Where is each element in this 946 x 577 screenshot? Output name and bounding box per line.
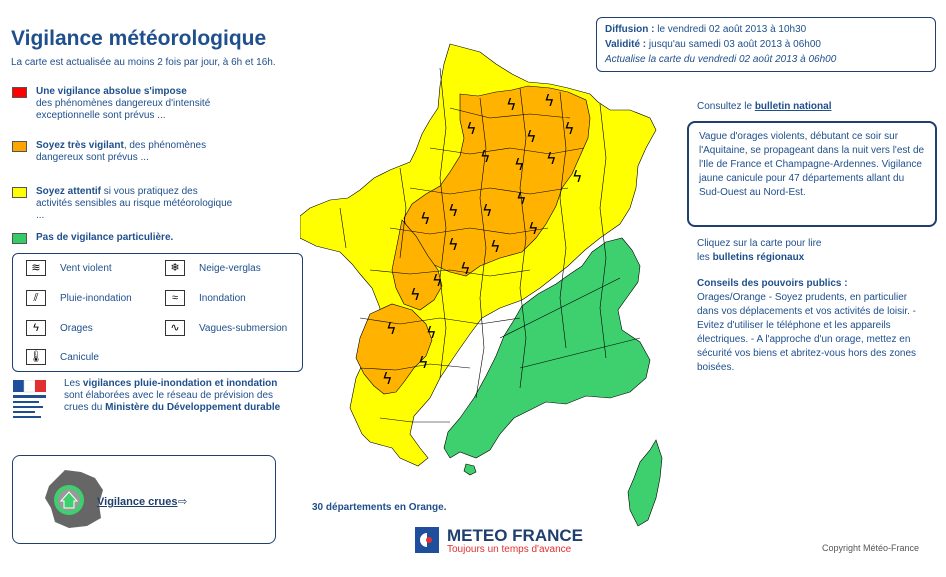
lightning-icon: ϟ <box>564 119 575 138</box>
green-swatch <box>12 233 27 244</box>
lightning-icon: ϟ <box>448 201 459 220</box>
actualise-link[interactable]: Actualise la carte du vendredi 02 août 2013 à 06h00 <box>605 54 837 65</box>
lightning-icon: ϟ <box>514 155 525 174</box>
external-link-icon[interactable]: ⇨ <box>178 496 188 508</box>
france-vigilance-map[interactable] <box>300 38 680 538</box>
wave-icon: ∿ <box>165 320 185 336</box>
lightning-icon: ϟ <box>460 259 471 278</box>
lightning-icon: ϟ <box>544 91 555 110</box>
orange-count: 30 départements en Orange. <box>312 502 447 513</box>
lightning-icon: ϟ <box>448 235 459 254</box>
lightning-icon: ϟ <box>480 147 491 166</box>
pheno-snow: ❄ Neige-verglas <box>165 260 261 278</box>
legend-orange: Soyez très vigilant, des phénomènes dangereux sont prévus ... <box>12 140 236 164</box>
ministry-text: Les vigilances pluie-inondation et inondation sont élaborées avec le réseau de prévision des crues du Ministère du Développement durable <box>64 378 281 413</box>
regional-bulletins: Cliquez sur la carte pour lire les bulletins régionaux <box>697 238 822 263</box>
lightning-icon: ϟ <box>572 167 583 186</box>
lightning-icon: ϟ <box>386 319 397 338</box>
lightning-icon: ϟ <box>432 271 443 290</box>
lightning-icon: ϟ <box>382 369 393 388</box>
info-box: Diffusion : le vendredi 02 août 2013 à 10h30 Validité : jusqu'au samedi 03 août 2013 à 06h00 Actualise la carte du vendredi 02 août 2013 à 06h00 <box>596 17 936 72</box>
rain-flood-icon: ⫽ <box>26 290 46 306</box>
pheno-heat: 🌡 Canicule <box>26 349 99 367</box>
vigilance-crues-link[interactable]: Vigilance crues <box>97 496 178 508</box>
lightning-icon: ϟ <box>526 127 537 146</box>
lightning-icon: ϟ <box>490 237 501 256</box>
meteo-france-emblem-icon <box>415 527 439 553</box>
phenomena-legend <box>12 253 303 372</box>
vigilance-crues-box <box>12 455 276 544</box>
pheno-storm: ϟ Orages <box>26 320 93 338</box>
legend-yellow: Soyez attentif si vous pratiquez des activités sensibles au risque météorologique ... <box>12 186 236 222</box>
lightning-icon: ϟ <box>410 285 421 304</box>
legend-green: Pas de vigilance particulière. <box>12 232 236 244</box>
pheno-wind: ≋ Vent violent <box>26 260 112 278</box>
pheno-wave: ∿ Vagues-submersion <box>165 320 287 338</box>
orange-swatch <box>12 141 27 152</box>
page-title: Vigilance météorologique <box>11 27 267 50</box>
yellow-swatch <box>12 187 27 198</box>
thermometer-icon: 🌡 <box>26 349 46 365</box>
lightning-icon: ϟ <box>26 320 46 336</box>
bulletin-national-link[interactable]: bulletin national <box>754 101 832 112</box>
lightning-icon: ϟ <box>420 209 431 228</box>
lightning-icon: ϟ <box>546 149 557 168</box>
lightning-icon: ϟ <box>482 201 493 220</box>
page-subtitle: La carte est actualisée au moins 2 fois par jour, à 6h et 16h. <box>11 57 276 68</box>
lightning-icon: ϟ <box>426 323 437 342</box>
bulletins-regionaux-link[interactable]: bulletins régionaux <box>712 252 805 263</box>
wind-icon: ≋ <box>26 260 46 276</box>
map-region-corsica <box>628 440 662 526</box>
public-advice: Conseils des pouvoirs publics : Orages/Orange - Soyez prudents, en particulier dans vos déplacements et vos activités de loisir. - Evitez d'utiliser le téléphone et les appareils électriques. - A l'approche d'un orage, mettez en sécurité vos biens et abritez-vous hors des zones boisées. <box>697 278 916 373</box>
ministry-logo-icon <box>13 380 47 420</box>
red-swatch <box>12 87 27 98</box>
meteo-france-logo[interactable]: METEO FRANCE Toujours un temps d'avance <box>415 526 595 556</box>
lightning-icon: ϟ <box>528 219 539 238</box>
flood-icon: ≈ <box>165 290 185 306</box>
lightning-icon: ϟ <box>466 119 477 138</box>
alert-box: Vague d'orages violents, débutant ce soir sur l'Aquitaine, se propageant dans la nuit vers l'est de l'Ile de France et Champagne-Ardennes. Vigilance jaune canicule pour 47 départements allant du Sud-Ouest au Nord-Est. <box>687 121 937 227</box>
lightning-icon: ϟ <box>516 189 527 208</box>
consult-line: Consultez le bulletin national <box>697 101 832 112</box>
legend-red: Une vigilance absolue s'impose des phénomènes dangereux d'intensité exceptionnelle sont prévus ... <box>12 86 236 122</box>
snow-icon: ❄ <box>165 260 185 276</box>
pheno-rain: ⫽ Pluie-inondation <box>26 290 132 308</box>
copyright: Copyright Météo-France <box>822 543 920 553</box>
lightning-icon: ϟ <box>418 353 429 372</box>
lightning-icon: ϟ <box>506 95 517 114</box>
pheno-flood: ≈ Inondation <box>165 290 246 308</box>
